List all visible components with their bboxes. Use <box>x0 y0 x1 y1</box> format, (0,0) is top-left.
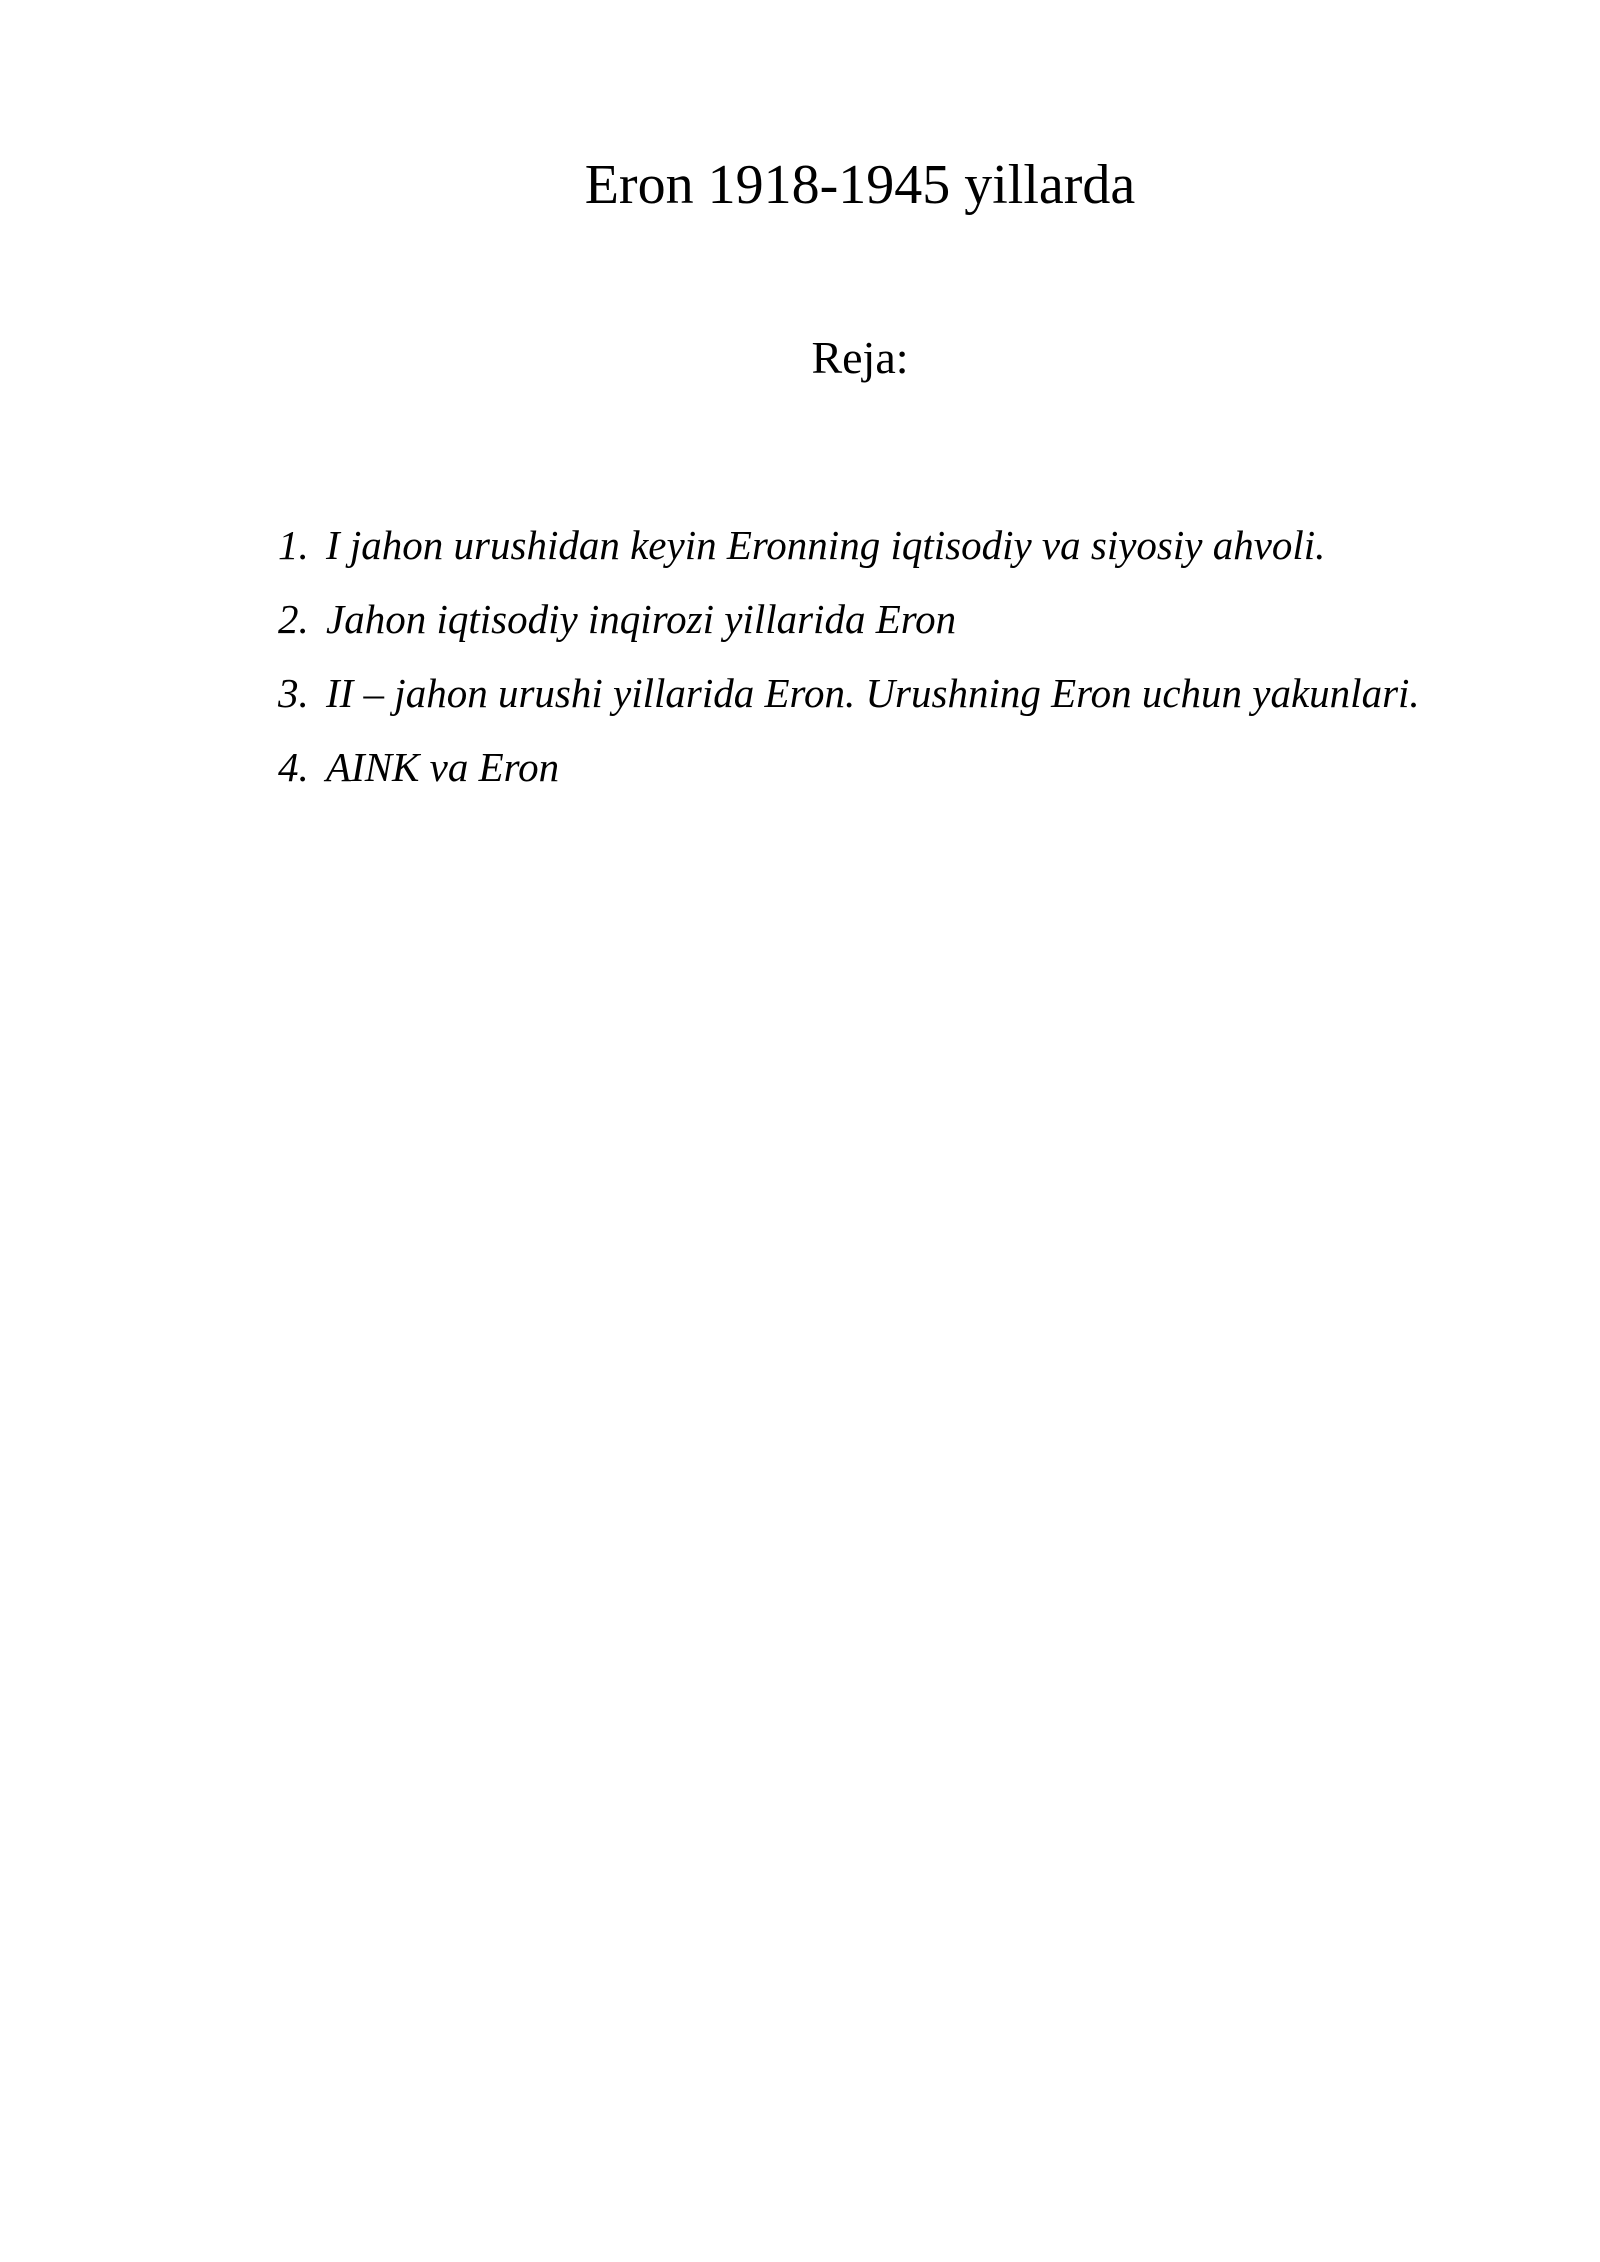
list-item <box>278 508 1420 582</box>
list-item <box>278 656 1420 730</box>
plan-heading: Reja: <box>811 332 909 383</box>
list-item-text: II – jahon urushi yillarida Eron. Urushning Eron uchun yakunlari. <box>326 670 1420 716</box>
list-item <box>278 582 1420 656</box>
list-item-number: 1. <box>278 522 309 568</box>
plan-list <box>278 508 1420 804</box>
list-item <box>278 730 1420 804</box>
list-item-text: Jahon iqtisodiy inqirozi yillarida Eron <box>326 596 957 642</box>
list-item-text: AINK va Eron <box>326 744 560 790</box>
list-item-number: 2. <box>278 596 309 642</box>
list-item-number: 4. <box>278 744 309 790</box>
list-item-number: 3. <box>278 670 309 716</box>
list-item-text: I jahon urushidan keyin Eronning iqtisodiy va siyosiy ahvoli. <box>326 522 1326 568</box>
document-title: Eron 1918-1945 yillarda <box>584 154 1136 216</box>
